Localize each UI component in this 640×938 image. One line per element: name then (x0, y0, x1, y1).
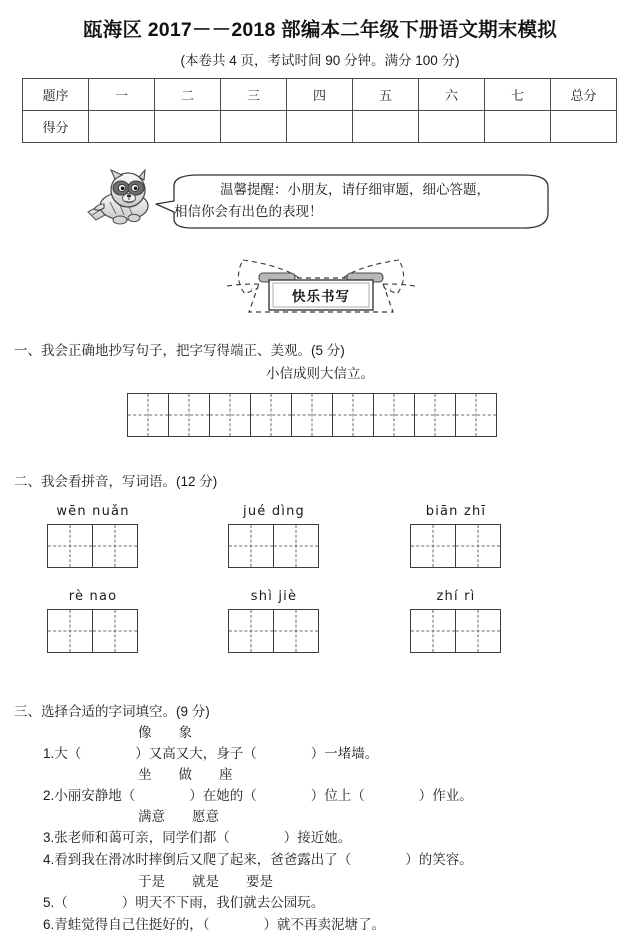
writing-cell[interactable] (127, 393, 169, 437)
reminder-line-2: 相信你会有出色的表现！ (174, 204, 323, 219)
pinyin-answer-grid[interactable] (47, 524, 138, 568)
pinyin-answer-grid[interactable] (228, 524, 319, 568)
table-row (23, 79, 617, 111)
page-subtitle: (本卷共 4 页，考试时间 90 分钟。满分 100 分) (180, 53, 460, 68)
copy-sentence-grid[interactable] (127, 393, 497, 437)
score-cell-2[interactable] (155, 111, 221, 143)
question-2[interactable]: 2.小丽安静地（ ）在她的（ ）位上（ ）作业。 (43, 788, 473, 803)
score-table-row-label: 题序 (23, 79, 89, 111)
score-table-row-label: 得分 (23, 111, 89, 143)
pinyin-answer-grid[interactable] (410, 524, 501, 568)
score-table-col-5: 五 (353, 79, 419, 111)
option-group-2: 坐 做 座 (138, 767, 233, 782)
score-table (22, 78, 617, 143)
score-table-col-3: 三 (221, 79, 287, 111)
writing-cell[interactable] (273, 609, 319, 653)
score-table-col-4: 四 (287, 79, 353, 111)
score-cell-4[interactable] (287, 111, 353, 143)
banner-label: 快乐书写 (292, 289, 350, 304)
pinyin-label: wēn nuǎn (56, 504, 130, 519)
writing-cell[interactable] (209, 393, 251, 437)
pinyin-answer-grid[interactable] (228, 609, 319, 653)
score-table-col-6: 六 (419, 79, 485, 111)
question-1[interactable]: 1.大（ ）又高又大，身子（ ）一堵墙。 (43, 746, 379, 761)
option-group-4: 于是 就是 要是 (138, 874, 273, 889)
writing-cell[interactable] (410, 609, 456, 653)
section-1-heading: 一、我会正确地抄写句子，把字写得端正、美观。(5 分) (14, 343, 345, 358)
score-table-col-1: 一 (89, 79, 155, 111)
option-group-1: 像 象 (138, 725, 192, 740)
section-2-heading: 二、我会看拼音，写词语。(12 分) (14, 474, 218, 489)
writing-cell[interactable] (228, 524, 274, 568)
reminder-text (152, 172, 552, 230)
option-group-3: 满意 愿意 (138, 809, 219, 824)
pinyin-answer-grid[interactable] (410, 609, 501, 653)
page-title: 瓯海区 2017－－2018 部编本二年级下册语文期末模拟 (83, 19, 557, 41)
writing-cell[interactable] (168, 393, 210, 437)
writing-cell[interactable] (455, 609, 501, 653)
score-cell-3[interactable] (221, 111, 287, 143)
score-cell-7[interactable] (485, 111, 551, 143)
score-table-col-total: 总分 (551, 79, 617, 111)
writing-cell[interactable] (410, 524, 456, 568)
question-5[interactable]: 5.（ ）明天不下雨，我们就去公园玩。 (43, 895, 325, 910)
writing-cell[interactable] (332, 393, 374, 437)
score-cell-total[interactable] (551, 111, 617, 143)
score-table-col-2: 二 (155, 79, 221, 111)
reminder-speech-bubble (152, 172, 552, 230)
writing-cell[interactable] (455, 393, 497, 437)
score-table-col-7: 七 (485, 79, 551, 111)
score-cell-6[interactable] (419, 111, 485, 143)
writing-cell[interactable] (92, 524, 138, 568)
score-cell-1[interactable] (89, 111, 155, 143)
writing-cell[interactable] (250, 393, 292, 437)
writing-cell[interactable] (92, 609, 138, 653)
pinyin-label: rè nao (68, 589, 118, 604)
question-3[interactable]: 3.张老师和蔼可亲，同学们都（ ）接近她。 (43, 830, 352, 845)
pinyin-label: shì jiè (250, 589, 298, 604)
pinyin-label: zhí rì (436, 589, 476, 604)
pinyin-answer-grid[interactable] (47, 609, 138, 653)
question-4[interactable]: 4.看到我在滑冰时摔倒后又爬了起来，爸爸露出了（ ）的笑容。 (43, 852, 473, 867)
reminder-line-1: 温馨提醒：小朋友，请仔细审题，细心答题， (220, 182, 490, 198)
question-6[interactable]: 6.青蛙觉得自己住挺好的，（ ）就不再卖泥塘了。 (43, 917, 386, 932)
writing-cell[interactable] (47, 524, 93, 568)
writing-cell[interactable] (455, 524, 501, 568)
pinyin-label: jué dìng (243, 504, 305, 519)
writing-cell[interactable] (291, 393, 333, 437)
writing-cell[interactable] (414, 393, 456, 437)
writing-cell[interactable] (228, 609, 274, 653)
writing-cell[interactable] (273, 524, 319, 568)
pinyin-label: biān zhī (425, 504, 487, 519)
section-1-sentence: 小信成则大信立。 (266, 366, 374, 381)
happy-writing-banner (213, 256, 429, 318)
writing-cell[interactable] (373, 393, 415, 437)
section-3-heading: 三、选择合适的字词填空。(9 分) (14, 704, 210, 719)
score-cell-5[interactable] (353, 111, 419, 143)
table-row (23, 111, 617, 143)
writing-cell[interactable] (47, 609, 93, 653)
